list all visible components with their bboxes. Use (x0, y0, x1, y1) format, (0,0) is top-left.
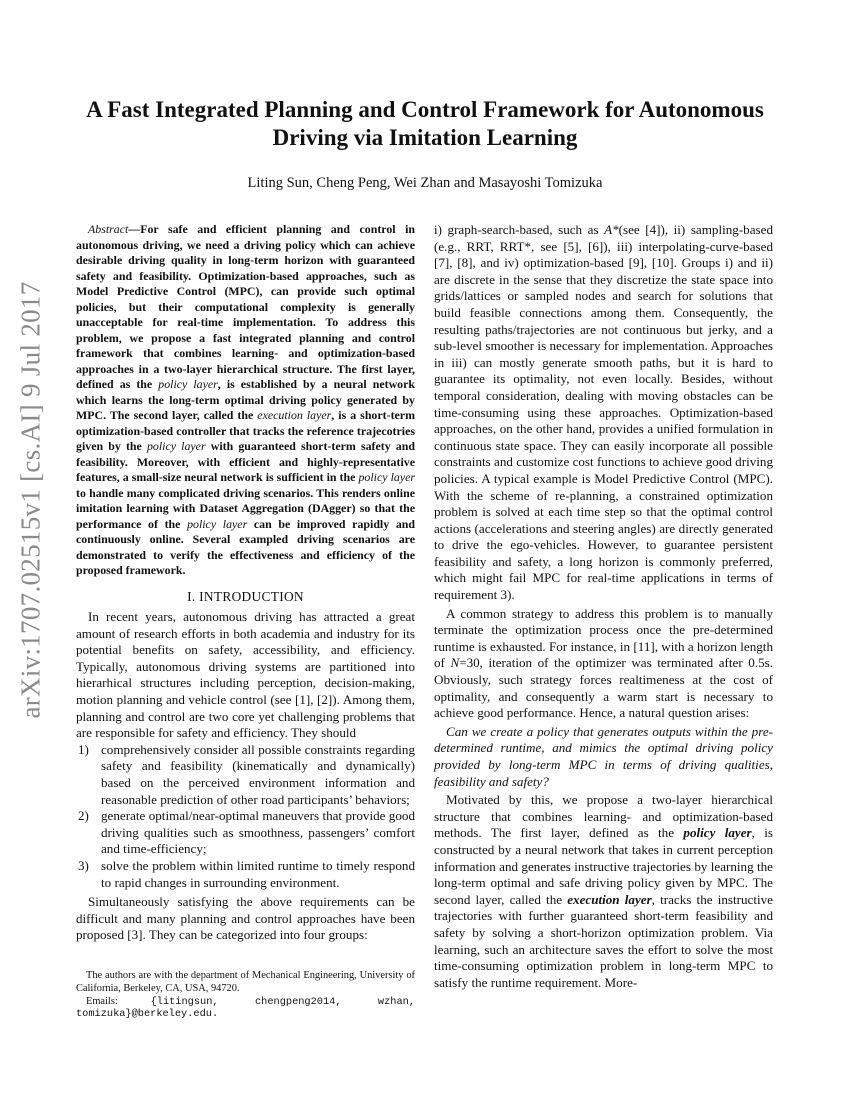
email-note: Emails: {litingsun, chengpeng2014, wzhan, tomizuka}@berkeley.edu. (76, 995, 415, 1021)
title-line-2: Driving via Imitation Learning (272, 125, 578, 150)
author-list: Liting Sun, Cheng Peng, Wei Zhan and Masayoshi Tomizuka (247, 175, 603, 191)
strategy-paragraph: A common strategy to address this problem is to manually terminate the optimization process once the pre-determined runtime is exhausted. For instance, in [11], with a horizon length of N=30, iteration of the optimizer was terminated after 0.5s. Obviously, such strategy forces realtimeness at the cost of optimality, and consequently a warm start is necessary to achieve good performance. Hence, a natural question arises: (434, 605, 774, 721)
abstract-label: Abstract (88, 222, 129, 236)
list-item: 3) solve the problem within limited runtime to timely respond to rapid changes in surrounding environment. (78, 858, 415, 890)
list-item: 1) comprehensively consider all possible constraints regarding safety and feasibility (kinematically and dynamically) based on the perceived environment information and reasonable prediction of other road participants’ behaviors; (78, 741, 415, 807)
intro-paragraph-2: Simultaneously satisfying the above requirements can be difficult and many planning and control approaches have been proposed [3]. They can be categorized into four groups: (76, 894, 415, 943)
paper-title (60, 96, 790, 152)
left-column (76, 222, 415, 944)
intro-paragraph-1: In recent years, autonomous driving has attracted a great amount of research efforts in both academia and industry for its potential benefits on safety, accessibility, and efficiency. Typically, autonomous driving systems are partitioned into hierarhical structures including perception, decision-making, motion planning and vehicle control (see [1], [2]). Among them, planning and control are two core yet challenging problems that are responsible for safety and efficiency. They should (76, 609, 415, 741)
arxiv-identifier-sidebar (6, 281, 56, 719)
approaches-paragraph: i) graph-search-based, such as A*(see [4]), ii) sampling-based (e.g., RRT, RRT*, see [5], [6]), iii) interpolating-curve-based [7], [8], and iv) optimization-based [9], [10]. Groups i) and ii) are discrete in the sense that they discretize the state space into grids/lattices or sampled nodes and search for solutions that build feasible connections among them. Consequently, the resulting paths/trajectories are not continuous but jerky, and a sub-level smoother is necessary for implementation. Approaches in iii) can mostly generate smooth paths, but it is hard to guarantee its optimality, not even locally. Besides, without temporal consideration, dealing with moving obstacles can be time-consuming using these approaches. Optimization-based approaches, on the other hand, provides a unified formulation in continuous state space. They can easily incorporate all possible constraints and customize cost functions to achieve good driving policies. A typical example is Model Predictive Control (MPC). With the scheme of re-planning, a constrained optimization problem is solved at each time step so that the optimal control actions (accelerations and steering angles) are directly generated to drive the ego-vehicles. However, to guarantee persistent feasibility and safety, a long horizon is commonly preferred, which might fail MPC for real-time applications in terms of requirement 3). (434, 222, 773, 603)
research-question: Can we create a policy that generates outputs within the pre-determined runtime, and mimics the optimal driving policy provided by long-term MPC in terms of driving qualities, feasibility and safety? (434, 723, 773, 789)
requirements-list (76, 742, 415, 891)
email-addresses: {litingsun, chengpeng2014, wzhan, tomizuka}@berkeley.edu. (76, 995, 415, 1021)
list-item: 2) generate optimal/near-optimal maneuvers that provide good driving qualities such as smoothness, passengers’ comfort and time-efficiency; (78, 808, 415, 857)
section-heading-introduction: I. INTRODUCTION (187, 588, 304, 604)
title-line-1: A Fast Integrated Planning and Control Framework for Autonomous (86, 97, 764, 122)
motivation-paragraph: Motivated by this, we propose a two-layer hierarchical structure that combines learning- and optimization-based methods. The first layer, defined as the policy layer, is constructed by a neural network that takes in current perception information and generates instructive trajectories by learning the long-term optimal and safe driving policy given by MPC. The second layer, called the execution layer, tracks the instructive trajectories with further guaranteed short-term feasibility and safety by solving a short-horizon optimization problem. Via learning, such an architecture saves the effort to solve the most time-consuming optimization problem in long-term MPC to satisfy the runtime requirement. More- (434, 792, 773, 990)
footnote (76, 970, 415, 1021)
arxiv-id-text: arXiv:1707.02515v1 [cs.AI] 9 Jul 2017 (15, 281, 46, 719)
affiliation-note: The authors are with the department of Mechanical Engineering, University of California, Berkeley, CA, USA, 94720. (76, 970, 415, 994)
abstract: Abstract—For safe and efficient planning and control in autonomous driving, we need a driving policy which can achieve desirable driving quality in long-term horizon with guaranteed safety and feasibility. Optimization-based approaches, such as Model Predictive Control (MPC), can provide such optimal policies, but their computational complexity is generally unacceptable for real-time implementation. To address this problem, we propose a fast integrated planning and control framework that combines learning- and optimization-based approaches in a two-layer hierarchical structure. The first layer, defined as the policy layer, is established by a neural network which learns the long-term optimal driving policy generated by MPC. The second layer, called the execution layer, is a short-term optimization-based controller that tracks the reference trajecotries given by the policy layer with guaranteed short-term safety and feasibility. Moreover, with efficient and highly-representative features, a small-size neural network is sufficient in the policy layer to handle many complicated driving scenarios. This renders online imitation learning with Dataset Aggregation (DAgger) so that the performance of the policy layer can be improved rapidly and continuously online. Several exampled driving scenarios are demonstrated to verify the effectiveness and efficiency of the proposed framework. (76, 222, 415, 577)
right-column (434, 222, 773, 991)
